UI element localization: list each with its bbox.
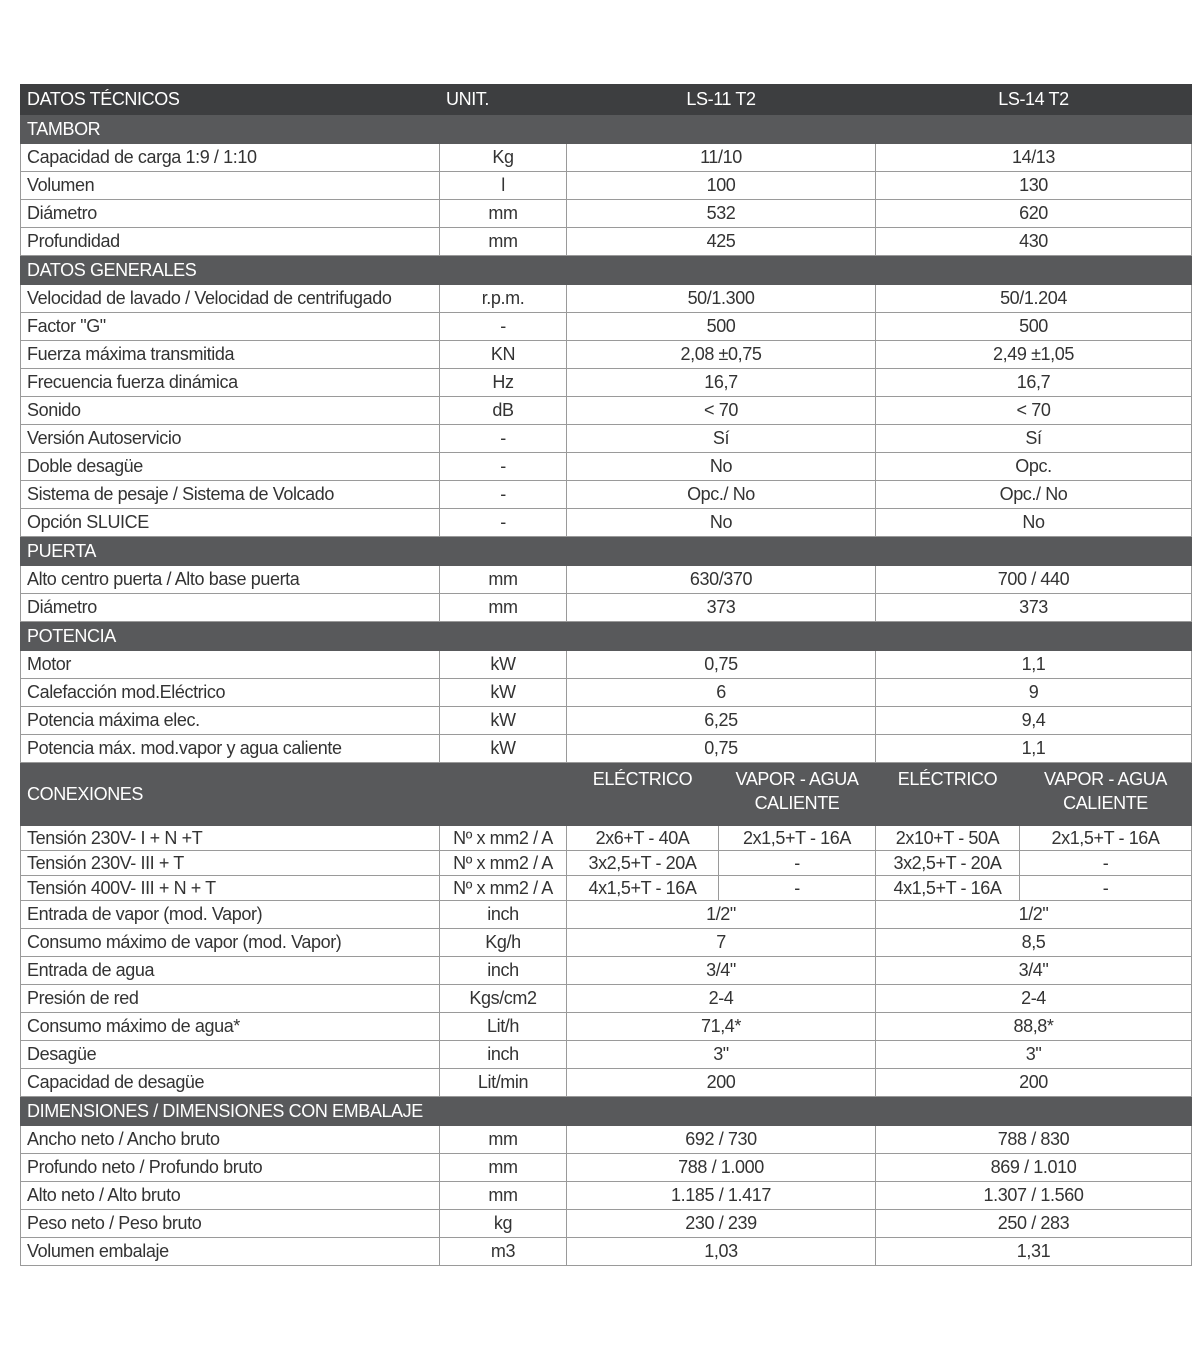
row-label: Volumen — [21, 172, 440, 200]
section-cell-b — [876, 115, 1192, 144]
row-label: Versión Autoservicio — [21, 425, 440, 453]
row-value-b: 788 / 830 — [876, 1126, 1192, 1154]
row-value-b: 1,31 — [876, 1238, 1192, 1266]
row-value-b: Opc./ No — [876, 481, 1192, 509]
row-label: Opción SLUICE — [21, 509, 440, 537]
row-unit: kW — [440, 651, 567, 679]
section-cell-b — [876, 256, 1192, 285]
row-value-a: 788 / 1.000 — [567, 1154, 876, 1182]
table-row — [21, 481, 1192, 509]
row-value-a: 16,7 — [567, 369, 876, 397]
row-label: Presión de red — [21, 985, 440, 1013]
table-row — [21, 369, 1192, 397]
row-label: Potencia máx. mod.vapor y agua caliente — [21, 735, 440, 763]
table-row — [21, 707, 1192, 735]
row-value-a: 1.185 / 1.417 — [567, 1182, 876, 1210]
row-value-a: 6,25 — [567, 707, 876, 735]
row-label: Alto centro puerta / Alto base puerta — [21, 566, 440, 594]
row-unit: Nº x mm2 / A — [440, 876, 567, 901]
row-label: Volumen embalaje — [21, 1238, 440, 1266]
row-label: Profundidad — [21, 228, 440, 256]
row-label: Fuerza máxima transmitida — [21, 341, 440, 369]
table-row — [21, 1210, 1192, 1238]
header-model-b: LS-14 T2 — [876, 85, 1192, 115]
row-value-b: 1.307 / 1.560 — [876, 1182, 1192, 1210]
subheader-b-electric: ELÉCTRICO — [876, 763, 1020, 826]
row-value-a: 500 — [567, 313, 876, 341]
row-label: Frecuencia fuerza dinámica — [21, 369, 440, 397]
row-value-a: 1/2" — [567, 901, 876, 929]
row-value-b: 8,5 — [876, 929, 1192, 957]
row-value-b: 130 — [876, 172, 1192, 200]
table-row — [21, 735, 1192, 763]
row-value-b: 2-4 — [876, 985, 1192, 1013]
table-row — [21, 1013, 1192, 1041]
table-row — [21, 566, 1192, 594]
section-cell-a — [567, 1097, 876, 1126]
row-value-b-vapor: 2x1,5+T - 16A — [1020, 826, 1192, 851]
row-value-a: 1,03 — [567, 1238, 876, 1266]
row-value-b: 88,8* — [876, 1013, 1192, 1041]
table-row — [21, 985, 1192, 1013]
row-value-a: 425 — [567, 228, 876, 256]
row-label: Factor "G" — [21, 313, 440, 341]
row-unit: kW — [440, 679, 567, 707]
row-unit: Nº x mm2 / A — [440, 851, 567, 876]
table-row — [21, 313, 1192, 341]
row-label: Entrada de vapor (mod. Vapor) — [21, 901, 440, 929]
row-label: Consumo máximo de agua* — [21, 1013, 440, 1041]
row-value-b: < 70 — [876, 397, 1192, 425]
row-value-a: 532 — [567, 200, 876, 228]
row-value-b: 620 — [876, 200, 1192, 228]
row-value-b: 1,1 — [876, 735, 1192, 763]
row-value-a-elec: 3x2,5+T - 20A — [567, 851, 719, 876]
row-value-b-vapor: - — [1020, 876, 1192, 901]
section-cell-a — [567, 537, 876, 566]
row-value-b: 3" — [876, 1041, 1192, 1069]
row-value-a: 200 — [567, 1069, 876, 1097]
row-value-b: 9 — [876, 679, 1192, 707]
row-unit: inch — [440, 957, 567, 985]
row-unit: kg — [440, 1210, 567, 1238]
subheader-b-vapor: VAPOR - AGUA CALIENTE — [1020, 763, 1192, 826]
row-unit: Kgs/cm2 — [440, 985, 567, 1013]
header-unit: UNIT. — [440, 85, 567, 115]
section-title: TAMBOR — [21, 115, 567, 144]
row-unit: - — [440, 481, 567, 509]
row-value-b: 16,7 — [876, 369, 1192, 397]
row-value-b: 3/4" — [876, 957, 1192, 985]
row-value-a: 6 — [567, 679, 876, 707]
row-unit: r.p.m. — [440, 285, 567, 313]
row-label: Diámetro — [21, 594, 440, 622]
section-header-conexiones — [21, 763, 1192, 826]
row-label: Capacidad de desagüe — [21, 1069, 440, 1097]
row-value-b: 373 — [876, 594, 1192, 622]
table-row — [21, 1041, 1192, 1069]
table-row — [21, 826, 1192, 851]
row-unit: Kg/h — [440, 929, 567, 957]
row-unit: inch — [440, 1041, 567, 1069]
table-row — [21, 1154, 1192, 1182]
row-label: Ancho neto / Ancho bruto — [21, 1126, 440, 1154]
row-label: Desagüe — [21, 1041, 440, 1069]
row-value-b: 9,4 — [876, 707, 1192, 735]
table-row — [21, 172, 1192, 200]
row-value-a: 11/10 — [567, 144, 876, 172]
row-unit: mm — [440, 200, 567, 228]
row-value-a: 71,4* — [567, 1013, 876, 1041]
row-label: Sonido — [21, 397, 440, 425]
row-label: Sistema de pesaje / Sistema de Volcado — [21, 481, 440, 509]
row-value-b: 700 / 440 — [876, 566, 1192, 594]
table-row — [21, 1182, 1192, 1210]
row-unit: inch — [440, 901, 567, 929]
table-row — [21, 876, 1192, 901]
table-row — [21, 651, 1192, 679]
section-header-generales — [21, 256, 1192, 285]
row-label: Motor — [21, 651, 440, 679]
row-value-b: 14/13 — [876, 144, 1192, 172]
row-value-a: 7 — [567, 929, 876, 957]
row-unit: - — [440, 509, 567, 537]
row-label: Alto neto / Alto bruto — [21, 1182, 440, 1210]
section-cell-a — [567, 115, 876, 144]
table-row — [21, 453, 1192, 481]
row-unit: Lit/min — [440, 1069, 567, 1097]
row-unit: Hz — [440, 369, 567, 397]
row-value-a-vapor: - — [719, 851, 876, 876]
row-unit: dB — [440, 397, 567, 425]
row-label: Calefacción mod.Eléctrico — [21, 679, 440, 707]
row-value-b-elec: 2x10+T - 50A — [876, 826, 1020, 851]
row-value-a: 630/370 — [567, 566, 876, 594]
subheader-a-electric: ELÉCTRICO — [567, 763, 719, 826]
section-header-puerta — [21, 537, 1192, 566]
row-label: Doble desagüe — [21, 453, 440, 481]
table-row — [21, 929, 1192, 957]
row-unit: kW — [440, 707, 567, 735]
row-value-a-vapor: 2x1,5+T - 16A — [719, 826, 876, 851]
row-value-b: Opc. — [876, 453, 1192, 481]
table-row — [21, 144, 1192, 172]
table-row — [21, 397, 1192, 425]
row-value-b: 50/1.204 — [876, 285, 1192, 313]
section-title: POTENCIA — [21, 622, 567, 651]
row-unit: mm — [440, 228, 567, 256]
row-value-b: 500 — [876, 313, 1192, 341]
spec-table — [20, 84, 1192, 1266]
section-cell-b — [876, 622, 1192, 651]
row-unit: Kg — [440, 144, 567, 172]
row-value-a: 230 / 239 — [567, 1210, 876, 1238]
row-label: Peso neto / Peso bruto — [21, 1210, 440, 1238]
row-value-b: 200 — [876, 1069, 1192, 1097]
section-header-dimensiones — [21, 1097, 1192, 1126]
row-label: Tensión 230V- III + T — [21, 851, 440, 876]
row-value-a-elec: 2x6+T - 40A — [567, 826, 719, 851]
row-value-a: 3/4" — [567, 957, 876, 985]
row-unit: mm — [440, 594, 567, 622]
row-value-b: 250 / 283 — [876, 1210, 1192, 1238]
table-row — [21, 228, 1192, 256]
table-row — [21, 679, 1192, 707]
row-unit: - — [440, 313, 567, 341]
row-value-a: 3" — [567, 1041, 876, 1069]
row-value-b: 869 / 1.010 — [876, 1154, 1192, 1182]
row-value-a: 2,08 ±0,75 — [567, 341, 876, 369]
section-header-potencia — [21, 622, 1192, 651]
table-row — [21, 957, 1192, 985]
row-value-b: 2,49 ±1,05 — [876, 341, 1192, 369]
row-value-b: 430 — [876, 228, 1192, 256]
row-label: Entrada de agua — [21, 957, 440, 985]
row-value-a: 2-4 — [567, 985, 876, 1013]
row-unit: - — [440, 453, 567, 481]
table-row — [21, 425, 1192, 453]
row-label: Diámetro — [21, 200, 440, 228]
row-unit: - — [440, 425, 567, 453]
row-unit: mm — [440, 566, 567, 594]
section-title: CONEXIONES — [21, 763, 440, 826]
row-unit: Lit/h — [440, 1013, 567, 1041]
row-label: Velocidad de lavado / Velocidad de centrifugado — [21, 285, 440, 313]
table-row — [21, 901, 1192, 929]
row-value-a: Opc./ No — [567, 481, 876, 509]
table-row — [21, 509, 1192, 537]
table-row — [21, 1126, 1192, 1154]
section-cell-a — [567, 256, 876, 285]
section-cell-b — [876, 537, 1192, 566]
section-title: PUERTA — [21, 537, 567, 566]
row-unit: mm — [440, 1154, 567, 1182]
row-value-a: < 70 — [567, 397, 876, 425]
row-value-a: No — [567, 453, 876, 481]
table-row — [21, 1238, 1192, 1266]
row-value-b: 1,1 — [876, 651, 1192, 679]
row-value-a-vapor: - — [719, 876, 876, 901]
row-unit: mm — [440, 1182, 567, 1210]
row-value-a: 100 — [567, 172, 876, 200]
subheader-a-vapor: VAPOR - AGUA CALIENTE — [719, 763, 876, 826]
row-label: Tensión 400V- III + N + T — [21, 876, 440, 901]
row-value-b-elec: 4x1,5+T - 16A — [876, 876, 1020, 901]
row-value-a: 373 — [567, 594, 876, 622]
table-row — [21, 1069, 1192, 1097]
row-value-a: 50/1.300 — [567, 285, 876, 313]
row-value-a: Sí — [567, 425, 876, 453]
row-value-a: No — [567, 509, 876, 537]
row-value-a-elec: 4x1,5+T - 16A — [567, 876, 719, 901]
row-value-b: Sí — [876, 425, 1192, 453]
row-label: Capacidad de carga 1:9 / 1:10 — [21, 144, 440, 172]
section-header-tambor — [21, 115, 1192, 144]
row-unit: mm — [440, 1126, 567, 1154]
row-label: Potencia máxima elec. — [21, 707, 440, 735]
row-value-b: 1/2" — [876, 901, 1192, 929]
table-row — [21, 341, 1192, 369]
row-value-a: 0,75 — [567, 735, 876, 763]
header-model-a: LS-11 T2 — [567, 85, 876, 115]
header-title: DATOS TÉCNICOS — [21, 85, 440, 115]
section-cell-unit — [440, 763, 567, 826]
table-header — [21, 85, 1192, 115]
table-row — [21, 594, 1192, 622]
section-cell-b — [876, 1097, 1192, 1126]
section-title: DATOS GENERALES — [21, 256, 567, 285]
table-row — [21, 285, 1192, 313]
row-value-b: No — [876, 509, 1192, 537]
row-label: Profundo neto / Profundo bruto — [21, 1154, 440, 1182]
section-cell-a — [567, 622, 876, 651]
table-row — [21, 200, 1192, 228]
row-label: Consumo máximo de vapor (mod. Vapor) — [21, 929, 440, 957]
row-value-a: 692 / 730 — [567, 1126, 876, 1154]
row-unit: kW — [440, 735, 567, 763]
row-unit: Nº x mm2 / A — [440, 826, 567, 851]
table-row — [21, 851, 1192, 876]
row-unit: m3 — [440, 1238, 567, 1266]
row-value-b-vapor: - — [1020, 851, 1192, 876]
row-unit: l — [440, 172, 567, 200]
row-label: Tensión 230V- I + N +T — [21, 826, 440, 851]
row-value-b-elec: 3x2,5+T - 20A — [876, 851, 1020, 876]
section-title: DIMENSIONES / DIMENSIONES CON EMBALAJE — [21, 1097, 567, 1126]
row-value-a: 0,75 — [567, 651, 876, 679]
row-unit: KN — [440, 341, 567, 369]
